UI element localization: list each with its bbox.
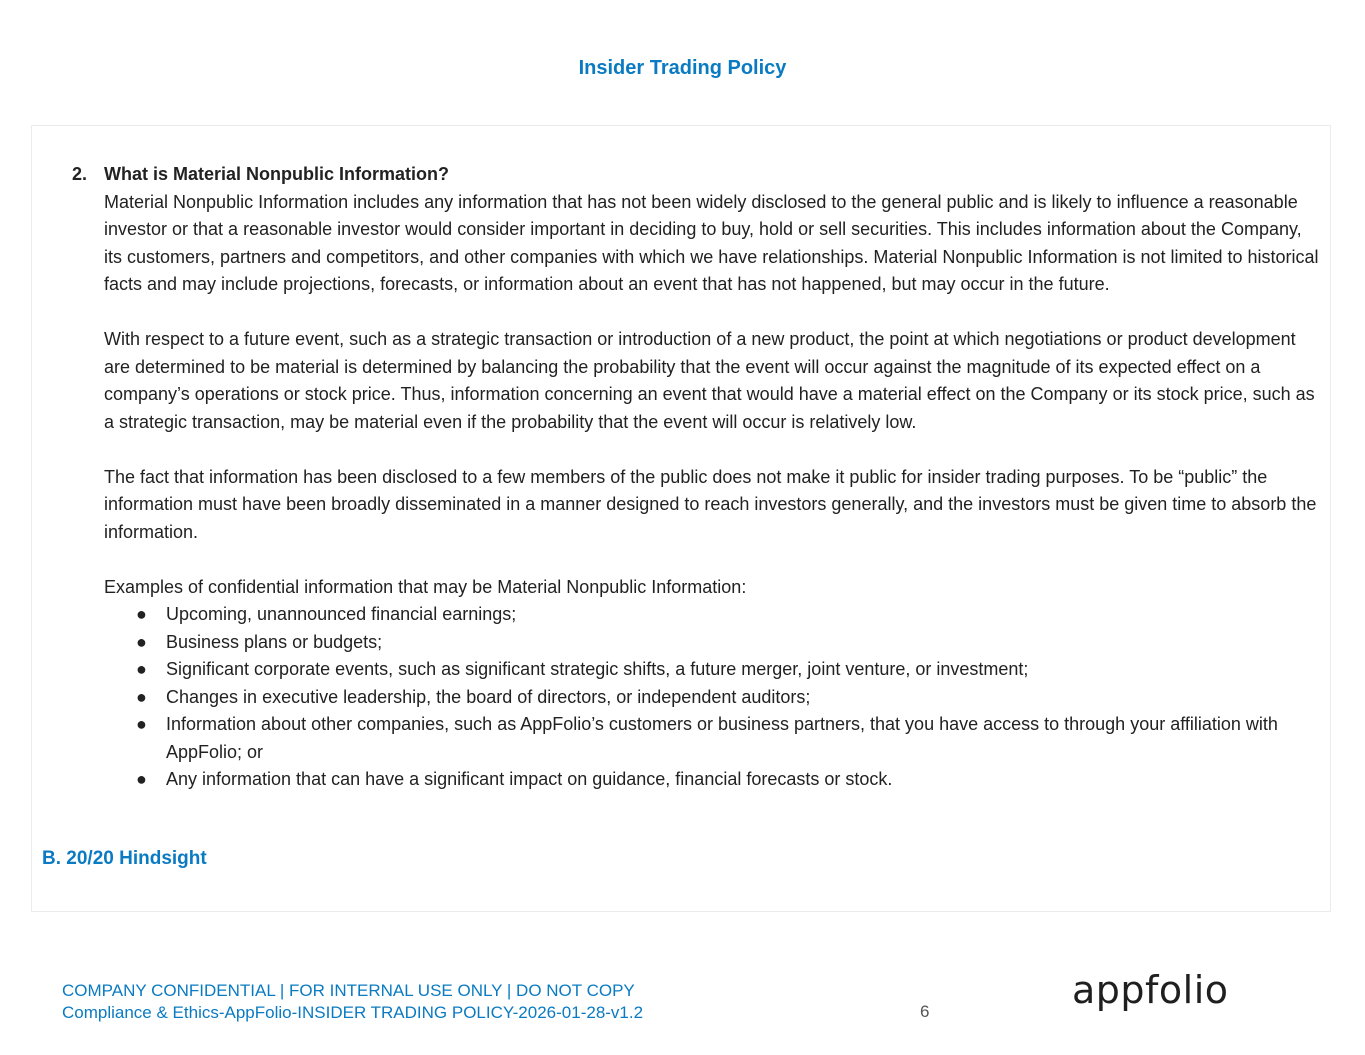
list-item (104, 601, 1324, 629)
section-number: 2. (72, 164, 88, 184)
bullet-icon: ● (136, 769, 147, 789)
list-item-text: Significant corporate events, such as significant strategic shifts, a future merger, joint venture, or investment; (166, 659, 1029, 679)
list-item-text: Business plans or budgets; (166, 631, 383, 652)
list-item (104, 766, 1324, 794)
subsection-heading: B. 20/20 Hindsight (42, 848, 207, 869)
section-heading: What is Material Nonpublic Information? (104, 164, 450, 184)
list-item-text: Upcoming, unannounced financial earnings; (166, 604, 517, 624)
list-item (104, 711, 1324, 766)
section-body (104, 161, 1324, 794)
page-title: Insider Trading Policy (578, 57, 787, 79)
list-item (104, 656, 1324, 684)
list-item-text: Any information that can have a significant impact on guidance, financial forecasts or stock. (166, 769, 893, 789)
list-item (104, 629, 1324, 657)
bullet-icon: ● (136, 686, 147, 707)
paragraph: The fact that information has been disclosed to a few members of the public does not make it public for insider trading purposes. To be “public” the information must have been broadly disseminated in a manner designed to reach investors generally, and the investors must be given time to absorb the information. (104, 466, 1317, 542)
list-item (104, 684, 1324, 712)
footer-confidential-notice: COMPANY CONFIDENTIAL | FOR INTERNAL USE ONLY | DO NOT COPY (62, 981, 635, 1000)
page-number: 6 (920, 1002, 930, 1021)
list-item-text: Information about other companies, such as AppFolio’s customers or business partners, that you have access to through your affiliation with AppFolio; or (166, 714, 1278, 762)
examples-list (104, 601, 1324, 794)
bullet-icon: ● (136, 604, 147, 624)
paragraph: Material Nonpublic Information includes any information that has not been widely disclosed to the general public and is likely to influence a reasonable investor or that a reasonable investor would consider important in deciding to buy, hold or sell securities. This includes information about the Company, its customers, partners and competitors, and other companies with which we have relationships. Material Nonpublic Information is not limited to historical facts and may include projections, forecasts, or information about an event that has not happened, but may occur in the future. (104, 191, 1319, 294)
footer-document-id: Compliance & Ethics-AppFolio-INSIDER TRADING POLICY-2026-01-28-v1.2 (62, 1003, 644, 1022)
bullet-icon: ● (136, 714, 147, 734)
appfolio-logo: appfolio (1072, 968, 1229, 1012)
footer (62, 980, 643, 1024)
list-item-text: Changes in executive leadership, the board of directors, or independent auditors; (166, 686, 811, 707)
bullet-icon: ● (136, 659, 147, 679)
bullet-icon: ● (136, 631, 147, 652)
examples-intro: Examples of confidential information that may be Material Nonpublic Information: (104, 576, 747, 597)
paragraph: With respect to a future event, such as a strategic transaction or introduction of a new product, the point at which negotiations or product development are determined to be material is determined by balancing the probability that the event will occur against the magnitude of its expected effect on a company’s operations or stock price. Thus, information concerning an event that would have a material effect on the Company or its stock price, such as a strategic transaction, may be material even if the probability that the event will occur is relatively low. (104, 329, 1315, 432)
content-box (31, 125, 1331, 912)
